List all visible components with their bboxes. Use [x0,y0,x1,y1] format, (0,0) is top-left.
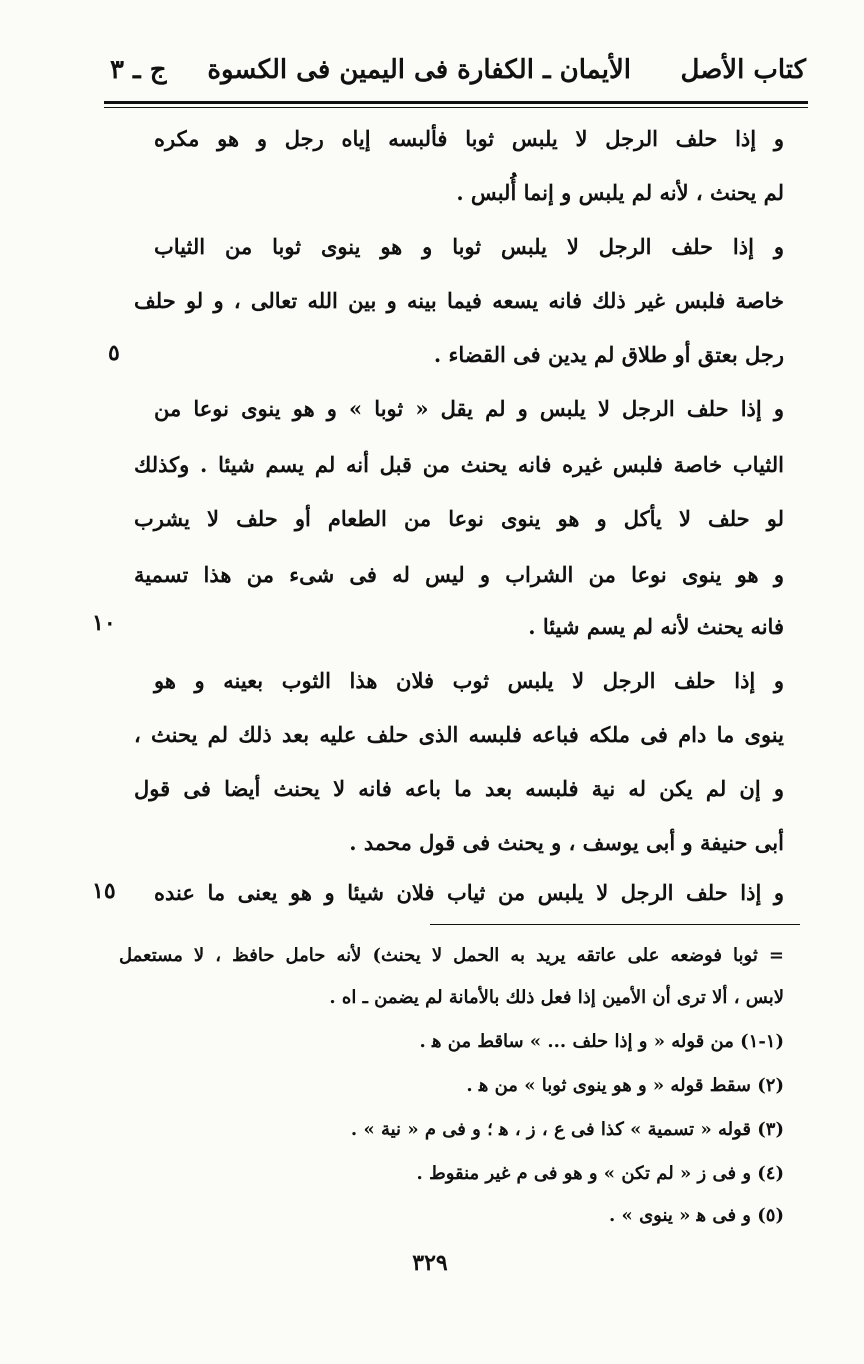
text-line: لم يحنث ، لأنه لم يلبس و إنما أُلبس . [456,180,784,205]
text-line: ينوى ما دام فى ملكه فباعه فلبسه الذى حلف عليه بعد ذلك لم يحنث ، [134,722,784,747]
text-line: و إذا حلف الرجل لا يلبس من ثياب فلان شيئا و هو يعنى ما عنده [154,880,784,905]
book-title: كتاب الأصل [680,55,806,85]
footnote: (٢) سقط قوله « و هو ينوى ثوبا » من ﻫ . [466,1075,784,1096]
footnote-line: لابس ، ألا ترى أن الأمين إذا فعل ذلك بالأمانة لم يضمن ـ اه . [329,987,784,1008]
footnote: (٥) و فى ﻫ « ينوى » . [609,1205,784,1226]
text-line: و إذا حلف الرجل لا يلبس ثوب فلان هذا الثوب بعينه و هو [154,668,784,693]
footnote: (٤) و فى ز « لم تكن » و هو فى م غير منقوط . [416,1163,784,1184]
page-number: ٣٢٩ [412,1250,448,1276]
text-line: لو حلف لا يأكل و هو ينوى نوعا من الطعام أو حلف لا يشرب [134,506,784,531]
text-line: خاصة فلبس غير ذلك فانه يسعه فيما بينه و بين الله تعالى ، و لو حلف [134,288,784,313]
text-line: رجل بعتق أو طلاق لم يدين فى القضاء . [433,342,784,367]
footnote-line: = ثوبا فوضعه على عاتقه يريد به الحمل لا يحنث) لأنه حامل حافظ ، لا مستعمل [119,945,784,966]
text-line: و إن لم يكن له نية فلبسه بعد ما باعه فانه لا يحنث أيضا فى قول [134,776,784,801]
text-line: فانه يحنث لأنه لم يسم شيئا . [528,614,784,639]
text-line: أبى حنيفة و أبى يوسف ، و يحنث فى قول محمد . [349,830,784,855]
text-line: و إذا حلف الرجل لا يلبس ثوبا و هو ينوى ثوبا من الثياب [154,234,784,259]
page-header [110,50,806,90]
text-line: و هو ينوى نوعا من الشراب و ليس له فى شىء من هذا تسمية [134,562,784,587]
chapter-title: الأيمان ـ الكفارة فى اليمين فى الكسوة [207,55,631,85]
header-rule-thick [104,101,808,104]
text-line: و إذا حلف الرجل لا يلبس و لم يقل « ثوبا » و هو ينوى نوعا من [154,396,784,421]
text-line: و إذا حلف الرجل لا يلبس ثوبا فألبسه إياه رجل و هو مكره [154,126,784,151]
footnote-rule [430,924,800,925]
volume-number: ج ـ ٣ [110,55,167,85]
line-number: ١٠ [92,610,116,636]
line-number: ١٥ [92,878,116,904]
footnote: (٣) قوله « تسمية » كذا فى ع ، ز ، ﻫ ؛ و فى م « نية » . [350,1119,784,1140]
text-line: الثياب خاصة فلبس غيره فانه يحنث من قبل أنه لم يسم شيئا . وكذلك [134,452,784,477]
footnote: (١-١) من قوله « و إذا حلف ... » ساقط من ﻫ . [419,1031,784,1052]
line-number: ٥ [108,340,120,366]
header-rule-thin [104,107,808,108]
